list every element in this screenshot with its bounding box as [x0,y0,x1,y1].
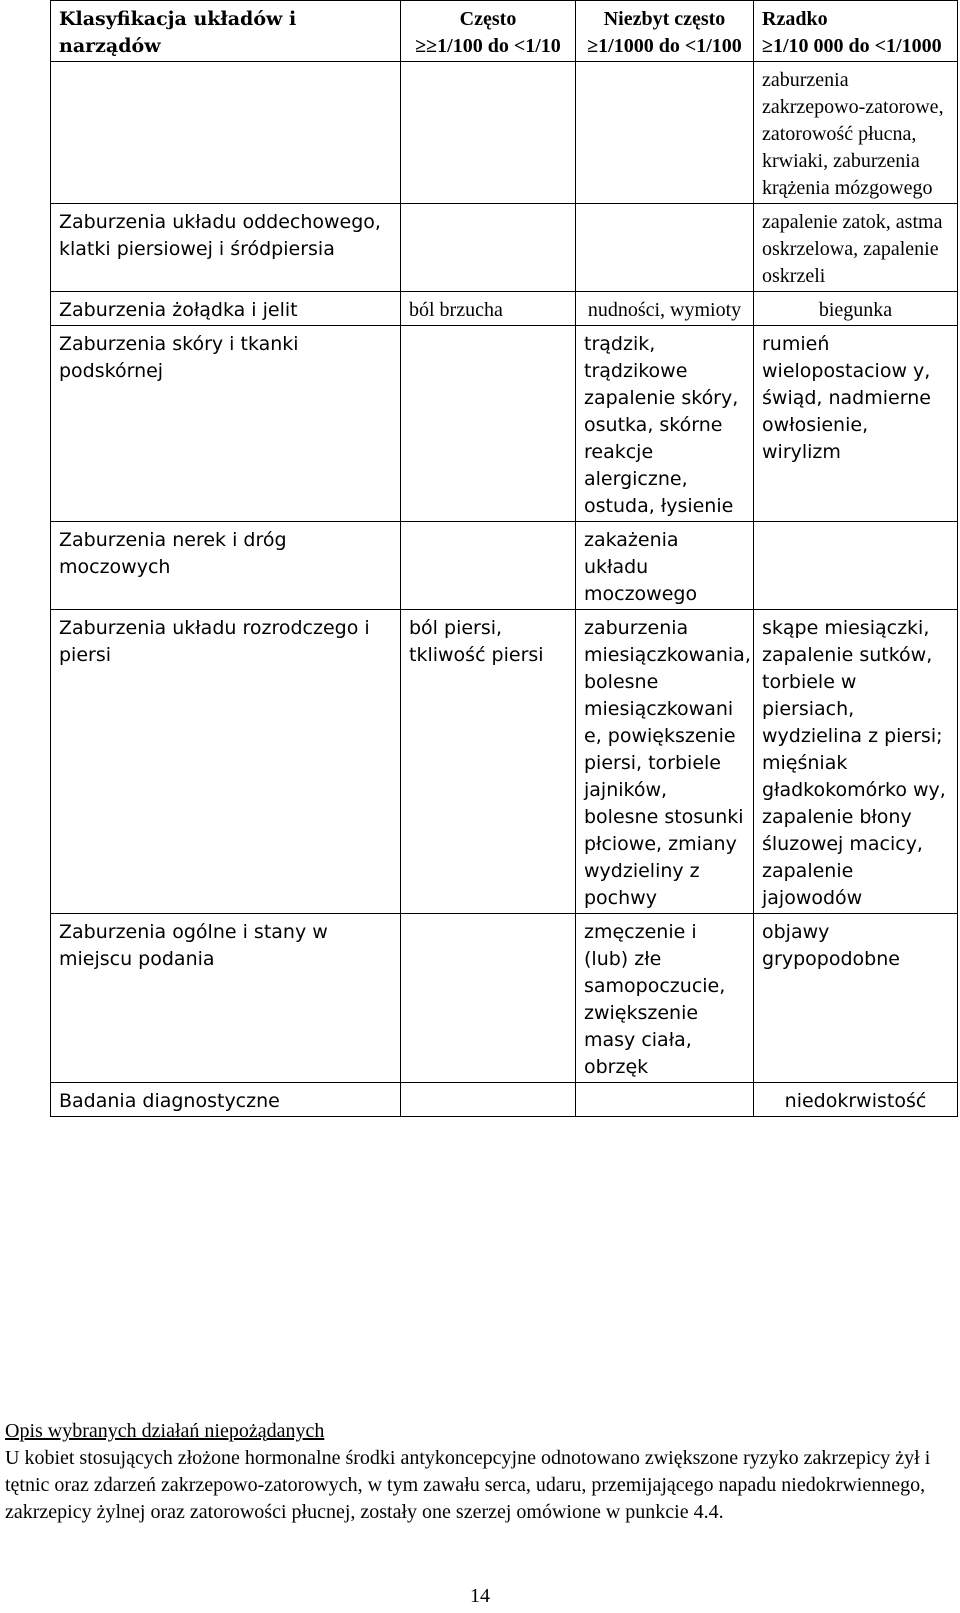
page-number: 14 [470,1585,490,1607]
table-row [51,1083,958,1117]
row-rare [754,522,958,610]
row-rare: skąpe miesiączki, zapalenie sutków, torbiele w piersiach, wydzielina z piersi; mięśniak gładkokomórko wy, zapalenie błony śluzowej macicy, zapalenie jajowodów [754,610,958,914]
row-uncommon: zakażenia układu moczowego [576,522,754,610]
header-often: Często ≥≥1/100 do <1/10 [401,1,576,62]
row-often [401,204,576,292]
row-often [401,522,576,610]
row-organ: Zaburzenia nerek i dróg moczowych [51,522,401,610]
row-organ: Zaburzenia skóry i tkanki podskórnej [51,326,401,522]
adverse-effects-description [5,1418,950,1526]
row-organ: Zaburzenia ogólne i stany w miejscu podania [51,914,401,1083]
row-organ: Zaburzenia układu oddechowego, klatki piersiowej i śródpiersia [51,204,401,292]
row-often: ból piersi, tkliwość piersi [401,610,576,914]
row-uncommon [576,62,754,204]
adverse-effects-table [50,0,958,1117]
row-uncommon: zaburzenia miesiączkowania, bolesne miesiączkowani e, powiększenie piersi, torbiele jajników, bolesne stosunki płciowe, zmiany wydzieliny z pochwy [576,610,754,914]
row-organ: Badania diagnostyczne [51,1083,401,1117]
row-organ [51,62,401,204]
table-row [51,522,958,610]
row-often [401,1083,576,1117]
section-heading: Opis wybranych działań niepożądanych [5,1420,325,1442]
row-uncommon: zmęczenie i (lub) złe samopoczucie, zwiększenie masy ciała, obrzęk [576,914,754,1083]
table-row [51,914,958,1083]
row-uncommon: nudności, wymioty [576,292,754,326]
table-row [51,610,958,914]
header-rare: Rzadko ≥1/10 000 do <1/1000 [754,1,958,62]
row-uncommon [576,1083,754,1117]
row-uncommon [576,204,754,292]
row-rare: objawy grypopodobne [754,914,958,1083]
row-rare: biegunka [754,292,958,326]
row-often [401,914,576,1083]
table-header-row [51,1,958,62]
row-uncommon: trądzik, trądzikowe zapalenie skóry, osutka, skórne reakcje alergiczne, ostuda, łysienie [576,326,754,522]
table-row [51,292,958,326]
row-often [401,326,576,522]
table-row [51,204,958,292]
row-rare: zapalenie zatok, astma oskrzelowa, zapalenie oskrzeli [754,204,958,292]
table-row [51,326,958,522]
row-rare: niedokrwistość [754,1083,958,1117]
row-often [401,62,576,204]
header-uncommon: Niezbyt często ≥1/1000 do <1/100 [576,1,754,62]
row-rare: zaburzenia zakrzepowo-zatorowe, zatorowość płucna, krwiaki, zaburzenia krążenia mózgowego [754,62,958,204]
row-rare: rumień wielopostaciow y, świąd, nadmierne owłosienie, wirylizm [754,326,958,522]
row-organ: Zaburzenia układu rozrodczego i piersi [51,610,401,914]
row-often: ból brzucha [401,292,576,326]
row-organ: Zaburzenia żołądka i jelit [51,292,401,326]
header-organ-class: Klasyfikacja układów i narządów [51,1,401,62]
table-row [51,62,958,204]
section-paragraph: U kobiet stosujących złożone hormonalne środki antykoncepcyjne odnotowano zwiększone ryzyko zakrzepicy żył i tętnic oraz zdarzeń zakrzepowo-zatorowych, w tym zawału serca, udaru, przemijającego napadu niedokrwiennego, zakrzepicy żylnej oraz zatorowości płucnej, zostały one szerzej omówione w punkcie 4.4. [5,1447,931,1523]
